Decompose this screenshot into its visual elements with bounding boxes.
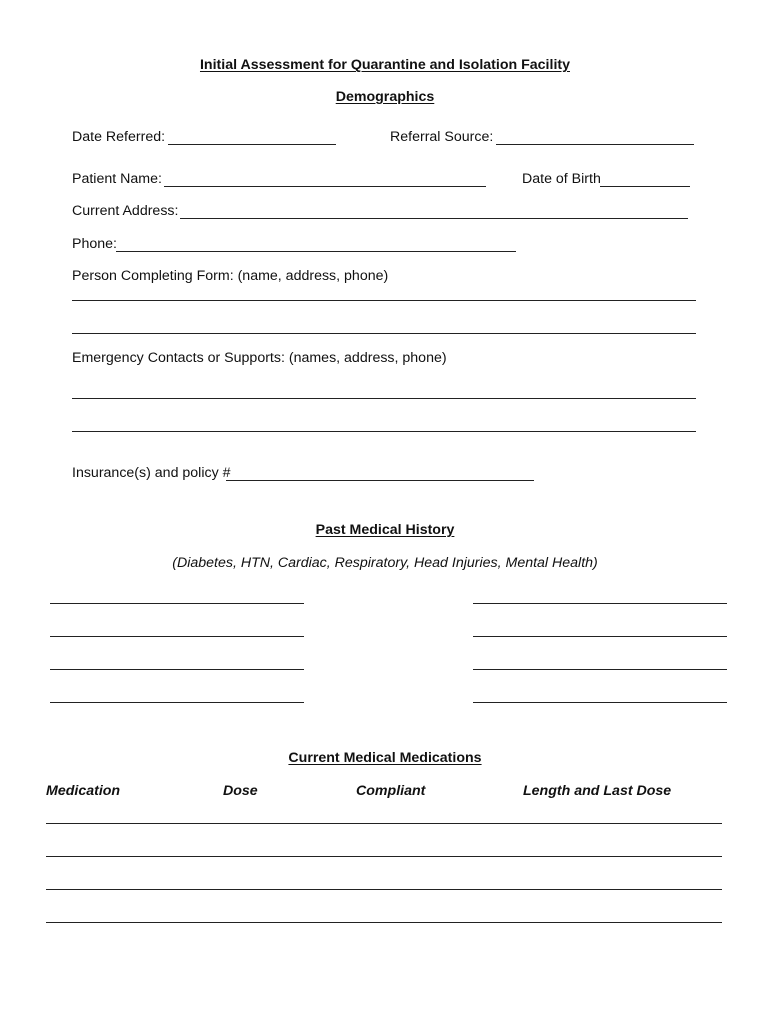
medication-row-line-2[interactable] <box>46 856 722 857</box>
phone-field[interactable] <box>116 251 516 252</box>
compliant-column-header: Compliant <box>356 783 426 799</box>
person-completing-line-1[interactable] <box>72 300 696 301</box>
emergency-contacts-label: Emergency Contacts or Supports: (names, address, phone) <box>72 350 447 366</box>
history-line-right-2[interactable] <box>473 636 727 637</box>
referral-source-label: Referral Source: <box>390 129 494 145</box>
medication-row-line-4[interactable] <box>46 922 722 923</box>
length-last-dose-column-header: Length and Last Dose <box>523 783 672 799</box>
history-line-left-3[interactable] <box>50 669 304 670</box>
insurance-field[interactable] <box>226 480 534 481</box>
current-address-field[interactable] <box>180 218 688 219</box>
date-referred-label: Date Referred: <box>72 129 166 145</box>
medication-column-header: Medication <box>46 783 121 799</box>
emergency-contacts-line-1[interactable] <box>72 398 696 399</box>
date-referred-field[interactable] <box>168 144 336 145</box>
person-completing-label: Person Completing Form: (name, address, phone) <box>72 268 389 284</box>
insurance-label: Insurance(s) and policy # <box>72 465 231 481</box>
medications-heading: Current Medical Medications <box>288 750 482 766</box>
emergency-contacts-line-2[interactable] <box>72 431 696 432</box>
history-line-left-2[interactable] <box>50 636 304 637</box>
patient-name-field[interactable] <box>164 186 486 187</box>
history-line-left-4[interactable] <box>50 702 304 703</box>
history-line-left-1[interactable] <box>50 603 304 604</box>
history-line-right-1[interactable] <box>473 603 727 604</box>
medication-row-line-1[interactable] <box>46 823 722 824</box>
history-line-right-4[interactable] <box>473 702 727 703</box>
past-medical-history-heading: Past Medical History <box>315 522 455 538</box>
date-of-birth-field[interactable] <box>600 186 690 187</box>
current-address-label: Current Address: <box>72 203 179 219</box>
form-title: Initial Assessment for Quarantine and Isolation Facility <box>199 57 570 73</box>
dose-column-header: Dose <box>223 783 258 799</box>
patient-name-label: Patient Name: <box>72 171 162 187</box>
referral-source-field[interactable] <box>496 144 694 145</box>
person-completing-line-2[interactable] <box>72 333 696 334</box>
history-line-right-3[interactable] <box>473 669 727 670</box>
phone-label: Phone: <box>72 236 117 252</box>
date-of-birth-label: Date of Birth <box>522 171 601 187</box>
past-medical-history-subtitle: (Diabetes, HTN, Cardiac, Respiratory, Head Injuries, Mental Health) <box>172 555 598 571</box>
demographics-heading: Demographics <box>335 89 435 105</box>
medication-row-line-3[interactable] <box>46 889 722 890</box>
